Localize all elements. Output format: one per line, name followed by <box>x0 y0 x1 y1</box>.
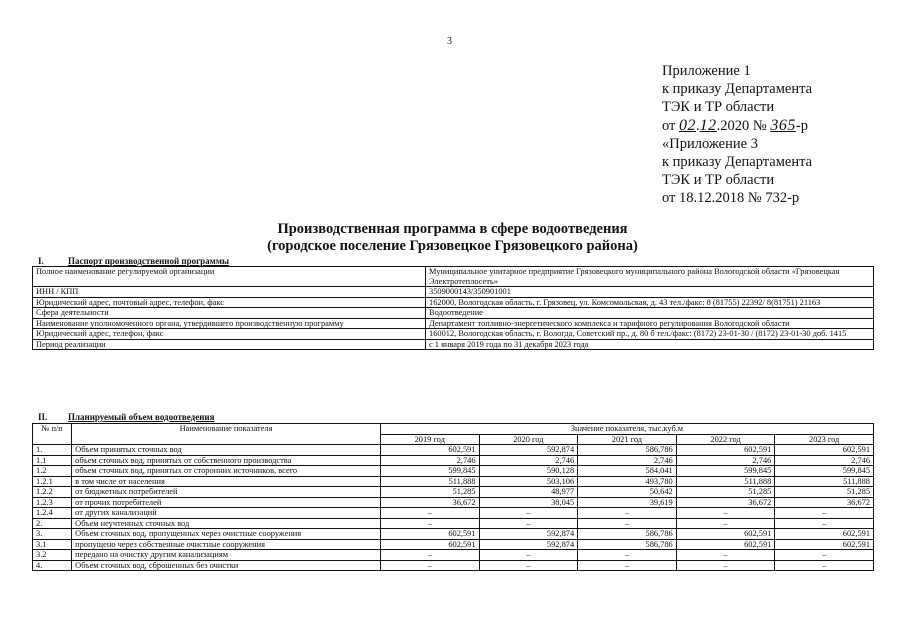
row-value: 2,746 <box>775 455 874 466</box>
row-value: – <box>775 508 874 519</box>
header-name: Наименование показателя <box>72 424 381 445</box>
passport-value: Водоотведение <box>426 308 874 319</box>
table-row <box>33 518 874 529</box>
row-number: 1.2.4 <box>33 508 72 519</box>
row-value: – <box>380 560 479 571</box>
row-value: 2,746 <box>479 455 578 466</box>
header-year: 2021 год <box>578 434 677 445</box>
row-value: 592,874 <box>479 445 578 456</box>
row-value: 511,888 <box>775 476 874 487</box>
table-row <box>33 560 874 571</box>
row-indicator-name: объем сточных вод, принятых от сторонних источников, всего <box>72 466 381 477</box>
appendix-year: .2020 № <box>716 117 767 134</box>
row-value: 602,591 <box>775 529 874 540</box>
row-value: 602,591 <box>775 539 874 550</box>
header-year: 2019 год <box>380 434 479 445</box>
row-value: 586,786 <box>578 445 677 456</box>
section-title: Планируемый объем водоотведения <box>68 412 215 422</box>
row-value: – <box>479 550 578 561</box>
row-value: – <box>479 518 578 529</box>
table-row <box>33 445 874 456</box>
row-value: – <box>380 518 479 529</box>
row-value: 602,591 <box>676 445 775 456</box>
passport-value: с 1 января 2019 года по 31 декабря 2023 года <box>426 339 874 350</box>
header-year: 2020 год <box>479 434 578 445</box>
appendix-line: к приказу Департамента <box>662 154 813 171</box>
row-indicator-name: в том числе от населения <box>72 476 381 487</box>
row-value: – <box>676 550 775 561</box>
row-value: – <box>479 560 578 571</box>
row-value: 586,786 <box>578 539 677 550</box>
table-row <box>33 539 874 550</box>
row-indicator-name: от прочих потребителей <box>72 497 381 508</box>
row-value: 602,591 <box>380 529 479 540</box>
row-value: 2,746 <box>380 455 479 466</box>
section-number: II. <box>38 412 48 422</box>
page-number: 3 <box>447 36 452 47</box>
row-value: – <box>775 518 874 529</box>
row-value: – <box>775 560 874 571</box>
row-indicator-name: пропущено через собственные очистные сооружения <box>72 539 381 550</box>
row-value: – <box>479 508 578 519</box>
passport-body <box>33 267 874 350</box>
table-row <box>33 466 874 477</box>
row-value: 38,045 <box>479 497 578 508</box>
row-number: 1.1 <box>33 455 72 466</box>
row-value: 584,041 <box>578 466 677 477</box>
header-year: 2023 год <box>775 434 874 445</box>
passport-value: Департамент топливно-энергетического комплекса и тарифного регулирования Вологодской области <box>426 318 874 329</box>
passport-row <box>33 297 874 308</box>
row-value: 586,786 <box>578 529 677 540</box>
passport-row <box>33 308 874 319</box>
passport-label: Полное наименование регулируемой организации <box>33 267 426 287</box>
appendix-line: ТЭК и ТР области <box>662 99 775 116</box>
row-number: 1.2.3 <box>33 497 72 508</box>
row-number: 3.1 <box>33 539 72 550</box>
row-value: – <box>380 550 479 561</box>
row-value: 2,746 <box>676 455 775 466</box>
row-value: – <box>578 550 677 561</box>
row-value: 51,285 <box>380 487 479 498</box>
row-value: 592,874 <box>479 529 578 540</box>
row-indicator-name: объем сточных вод, принятых от собственного производства <box>72 455 381 466</box>
row-number: 2. <box>33 518 72 529</box>
table-row <box>33 529 874 540</box>
row-value: 503,106 <box>479 476 578 487</box>
table-row <box>33 550 874 561</box>
section-2-heading <box>38 412 214 422</box>
row-value: – <box>676 560 775 571</box>
row-value: 39,619 <box>578 497 677 508</box>
row-value: 511,888 <box>380 476 479 487</box>
row-number: 3.2 <box>33 550 72 561</box>
title-line-2: (городское поселение Грязовецкое Грязовецкого района) <box>267 238 638 254</box>
row-value: 50,642 <box>578 487 677 498</box>
handwritten-day: 02 <box>679 116 697 134</box>
row-number: 1.2 <box>33 466 72 477</box>
row-value: 602,591 <box>380 539 479 550</box>
volume-table <box>32 423 874 571</box>
document-title <box>0 221 905 255</box>
appendix-line: к приказу Департамента <box>662 81 813 98</box>
row-value: – <box>676 508 775 519</box>
section-title: Паспорт производственной программы <box>68 256 229 266</box>
row-value: 51,285 <box>676 487 775 498</box>
passport-label: Наименование уполномоченного органа, утвердившего производственную программу <box>33 318 426 329</box>
passport-row <box>33 318 874 329</box>
passport-label: Юридический адрес, почтовый адрес, телефон, факс <box>33 297 426 308</box>
header-values-group: Значение показателя, тыс.куб.м <box>380 424 873 435</box>
passport-value: 162000, Вологодская область, г. Грязовец, ул. Комсомольская, д. 43 тел./факс: 8 (81755) 22392/ 8(81751) 21163 <box>426 297 874 308</box>
table-row <box>33 487 874 498</box>
row-value: 599,845 <box>775 466 874 477</box>
appendix-suffix: -р <box>795 117 808 134</box>
row-value: 36,672 <box>380 497 479 508</box>
volume-table-body <box>33 445 874 571</box>
row-value: 2,746 <box>578 455 677 466</box>
passport-label: ИНН / КПП <box>33 287 426 298</box>
row-value: 36,672 <box>676 497 775 508</box>
row-value: 602,591 <box>676 539 775 550</box>
row-value: – <box>578 518 677 529</box>
row-value: 590,128 <box>479 466 578 477</box>
row-value: 602,591 <box>380 445 479 456</box>
passport-row <box>33 267 874 287</box>
row-number: 4. <box>33 560 72 571</box>
row-value: 599,845 <box>676 466 775 477</box>
row-value: 599,845 <box>380 466 479 477</box>
passport-label: Сфера деятельности <box>33 308 426 319</box>
row-indicator-name: Объем неучтенных сточных вод <box>72 518 381 529</box>
row-number: 1.2.2 <box>33 487 72 498</box>
row-value: – <box>578 560 677 571</box>
row-value: 592,874 <box>479 539 578 550</box>
table-row <box>33 476 874 487</box>
appendix-line: «Приложение 3 <box>662 135 758 152</box>
row-number: 1.2.1 <box>33 476 72 487</box>
table-row <box>33 455 874 466</box>
header-no: № п/п <box>33 424 72 445</box>
passport-row <box>33 287 874 298</box>
table-row <box>33 508 874 519</box>
row-indicator-name: Объем сточных вод, сброшенных без очистки <box>72 560 381 571</box>
passport-row <box>33 329 874 340</box>
row-indicator-name: от других канализаций <box>72 508 381 519</box>
passport-row <box>33 339 874 350</box>
row-value: 51,285 <box>775 487 874 498</box>
section-1-heading <box>38 256 229 266</box>
handwritten-order-number: 365 <box>770 116 796 134</box>
row-indicator-name: передано на очистку другим канализациям <box>72 550 381 561</box>
appendix-line: ТЭК и ТР области <box>662 172 775 189</box>
handwritten-month: 12 <box>699 116 717 134</box>
row-value: 36,672 <box>775 497 874 508</box>
row-value: – <box>578 508 677 519</box>
passport-value: 3509000143/350901001 <box>426 287 874 298</box>
passport-label: Юридический адрес, телефон, факс <box>33 329 426 340</box>
passport-label: Период реализации <box>33 339 426 350</box>
row-indicator-name: от бюджетных потребителей <box>72 487 381 498</box>
header-year: 2022 год <box>676 434 775 445</box>
appendix-line: от 18.12.2018 № 732-р <box>662 190 800 207</box>
row-value: 602,591 <box>775 445 874 456</box>
section-number: I. <box>38 256 44 266</box>
row-number: 1. <box>33 445 72 456</box>
appendix-block <box>662 62 812 208</box>
passport-table <box>32 266 874 350</box>
row-value: – <box>380 508 479 519</box>
table-header-row <box>33 424 874 435</box>
table-row <box>33 497 874 508</box>
row-indicator-name: Объем принятых сточных вод <box>72 445 381 456</box>
row-value: 493,780 <box>578 476 677 487</box>
row-value: 602,591 <box>676 529 775 540</box>
title-line-1: Производственная программа в сфере водоотведения <box>277 221 628 237</box>
passport-value: Муниципальное унитарное предприятие Грязовецкого муниципального района Вологодской области «Грязовецкая Электротеплосеть» <box>426 267 874 287</box>
row-value: 48,977 <box>479 487 578 498</box>
passport-value: 160012, Вологодская область, г. Вологда, Советский пр., д. 80 б тел./факс: (8172) 23-01-30 / (8172) 23-01-30 доб. 1415 <box>426 329 874 340</box>
appendix-date-prefix: от <box>662 117 676 134</box>
appendix-line: Приложение 1 <box>662 63 751 79</box>
appendix-date-line: от 02.12.2020 № 365-р <box>662 116 808 134</box>
row-value: – <box>775 550 874 561</box>
row-number: 3. <box>33 529 72 540</box>
row-value: – <box>676 518 775 529</box>
row-indicator-name: Объем сточных вод, пропущенных через очистные сооружения <box>72 529 381 540</box>
row-value: 511,888 <box>676 476 775 487</box>
